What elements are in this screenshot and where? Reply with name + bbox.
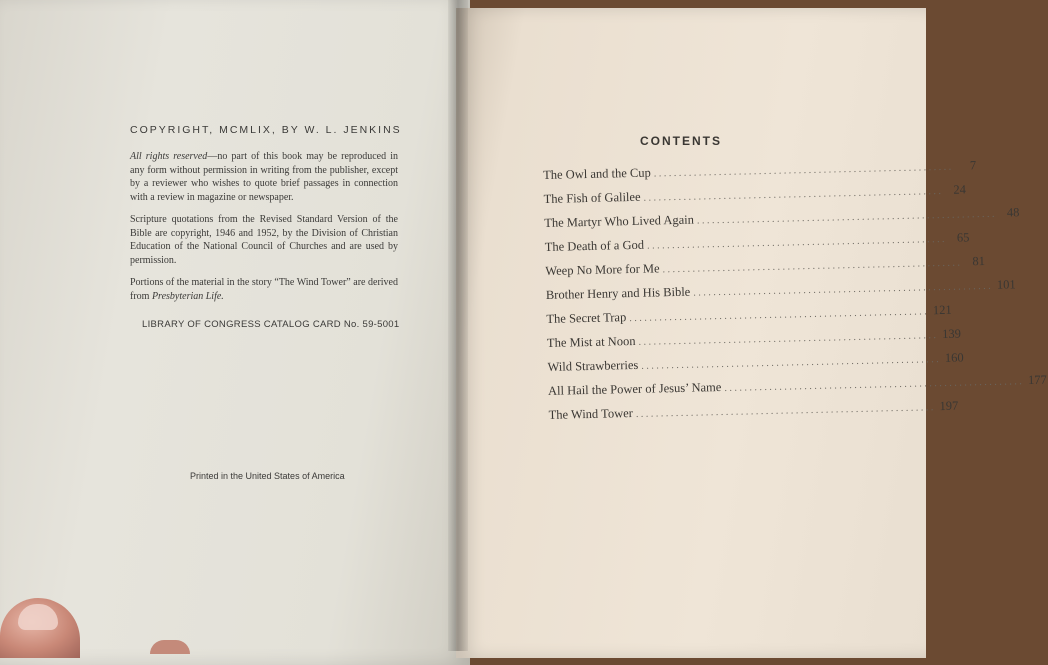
toc-entry-title: Brother Henry and His Bible [545, 284, 691, 302]
toc-entry-page: 7 [969, 158, 977, 173]
leader-dots: . . . . . . . . . . . . . . . . . . . . . . . . . . . . . . . . . . . . . . . . . . . . . . . . . . . . . . . . . . . . [646, 233, 945, 252]
leader-dots: . . . . . . . . . . . . . . . . . . . . . . . . . . . . . . . . . . . . . . . . . . . . . . . . . . . . . . . . . . . . [643, 185, 942, 204]
toc-entry-page: 81 [972, 253, 986, 269]
toc-entry-page: 197 [939, 398, 959, 414]
toc-entry-page: 177 [1027, 372, 1047, 388]
toc-entry-title: The Owl and the Cup [543, 165, 651, 182]
leader-dots: . . . . . . . . . . . . . . . . . . . . . . . . . . . . . . . . . . . . . . . . . . . . . . . . . . . . . . . . . . . . [629, 306, 927, 325]
toc-entry-title: Wild Strawberries [547, 357, 639, 374]
toc-entry-title: The Martyr Who Lived Again [544, 212, 695, 230]
leader-dots: . . . . . . . . . . . . . . . . . . . . . . . . . . . . . . . . . . . . . . . . . . . . . . . . . . . . . . . . . . . . [662, 257, 961, 276]
toc-entry-page: 101 [996, 277, 1016, 292]
rights-paragraph [130, 150, 398, 204]
portions-paragraph [130, 276, 398, 303]
toc-entry-page: 24 [953, 182, 967, 197]
catalog-card-number: LIBRARY OF CONGRESS CATALOG CARD No. 59-5001 [142, 319, 400, 330]
toc-entry-title: All Hail the Power of Jesus’ Name [547, 380, 722, 398]
rights-text: —no part of this book may be reproduced in any form without permission in writing from the publisher, except by a reviewer who wishes to quote brief passages in connection with a review in magazine or newspaper. [130, 151, 399, 203]
toc-entry-page: 48 [1006, 205, 1020, 220]
finger-tip [150, 640, 190, 654]
portions-text: Portions of the material in the story “The Wind Tower” are derived from [130, 277, 398, 302]
leader-dots: . . . . . . . . . . . . . . . . . . . . . . . . . . . . . . . . . . . . . . . . . . . . . . . . . . . . . . . . . . . . [693, 280, 991, 299]
toc-entry-page: 160 [944, 350, 964, 365]
leader-dots: . . . . . . . . . . . . . . . . . . . . . . . . . . . . . . . . . . . . . . . . . . . . . . . . . . . . . . . . . . . . [641, 354, 939, 372]
book-gutter [448, 0, 468, 651]
leader-dots: . . . . . . . . . . . . . . . . . . . . . . . . . . . . . . . . . . . . . . . . . . . . . . . . . . . . . . . . . . . . [724, 376, 1022, 394]
leader-dots: . . . . . . . . . . . . . . . . . . . . . . . . . . . . . . . . . . . . . . . . . . . . . . . . . . . . . . . . . . . . [638, 330, 937, 348]
leader-dots: . . . . . . . . . . . . . . . . . . . . . . . . . . . . . . . . . . . . . . . . . . . . . . . . . . . . . . . . . . . . [696, 208, 995, 227]
rights-reserved-italic: All rights reserved [130, 151, 208, 162]
toc-entry-title: The Mist at Noon [546, 333, 636, 350]
toc-entry-title: The Death of a God [544, 237, 645, 254]
left-page [0, 0, 470, 665]
leader-dots: . . . . . . . . . . . . . . . . . . . . . . . . . . . . . . . . . . . . . . . . . . . . . . . . . . . . . . . . . . . . [653, 161, 952, 180]
toc-entry-title: The Secret Trap [546, 310, 627, 326]
toc-entry-title: Weep No More for Me [545, 261, 660, 278]
toc-entry-page: 65 [956, 230, 970, 245]
scripture-paragraph: Scripture quotations from the Revised Standard Version of the Bible are copyright, 1946 and 1952, by the Division of Christian Education of the National Council of Churches and are used by permission. [130, 214, 398, 266]
copyright-heading: COPYRIGHT, MCMLIX, BY W. L. JENKINS [130, 124, 402, 136]
toc-entry-title: The Fish of Galilee [543, 189, 641, 206]
copyright-block [130, 124, 402, 330]
toc-entry-page: 139 [942, 326, 962, 341]
leader-dots: . . . . . . . . . . . . . . . . . . . . . . . . . . . . . . . . . . . . . . . . . . . . . . . . . . . . . . . . . . . . [635, 402, 934, 420]
presbyterian-life-italic: Presbyterian Life. [151, 290, 224, 302]
contents-heading: CONTENTS [640, 134, 722, 148]
printed-in-line: Printed in the United States of America [190, 471, 345, 481]
toc-entry-page: 121 [932, 302, 952, 318]
table-of-contents [543, 158, 1047, 432]
toc-entry-title: The Wind Tower [548, 406, 634, 422]
